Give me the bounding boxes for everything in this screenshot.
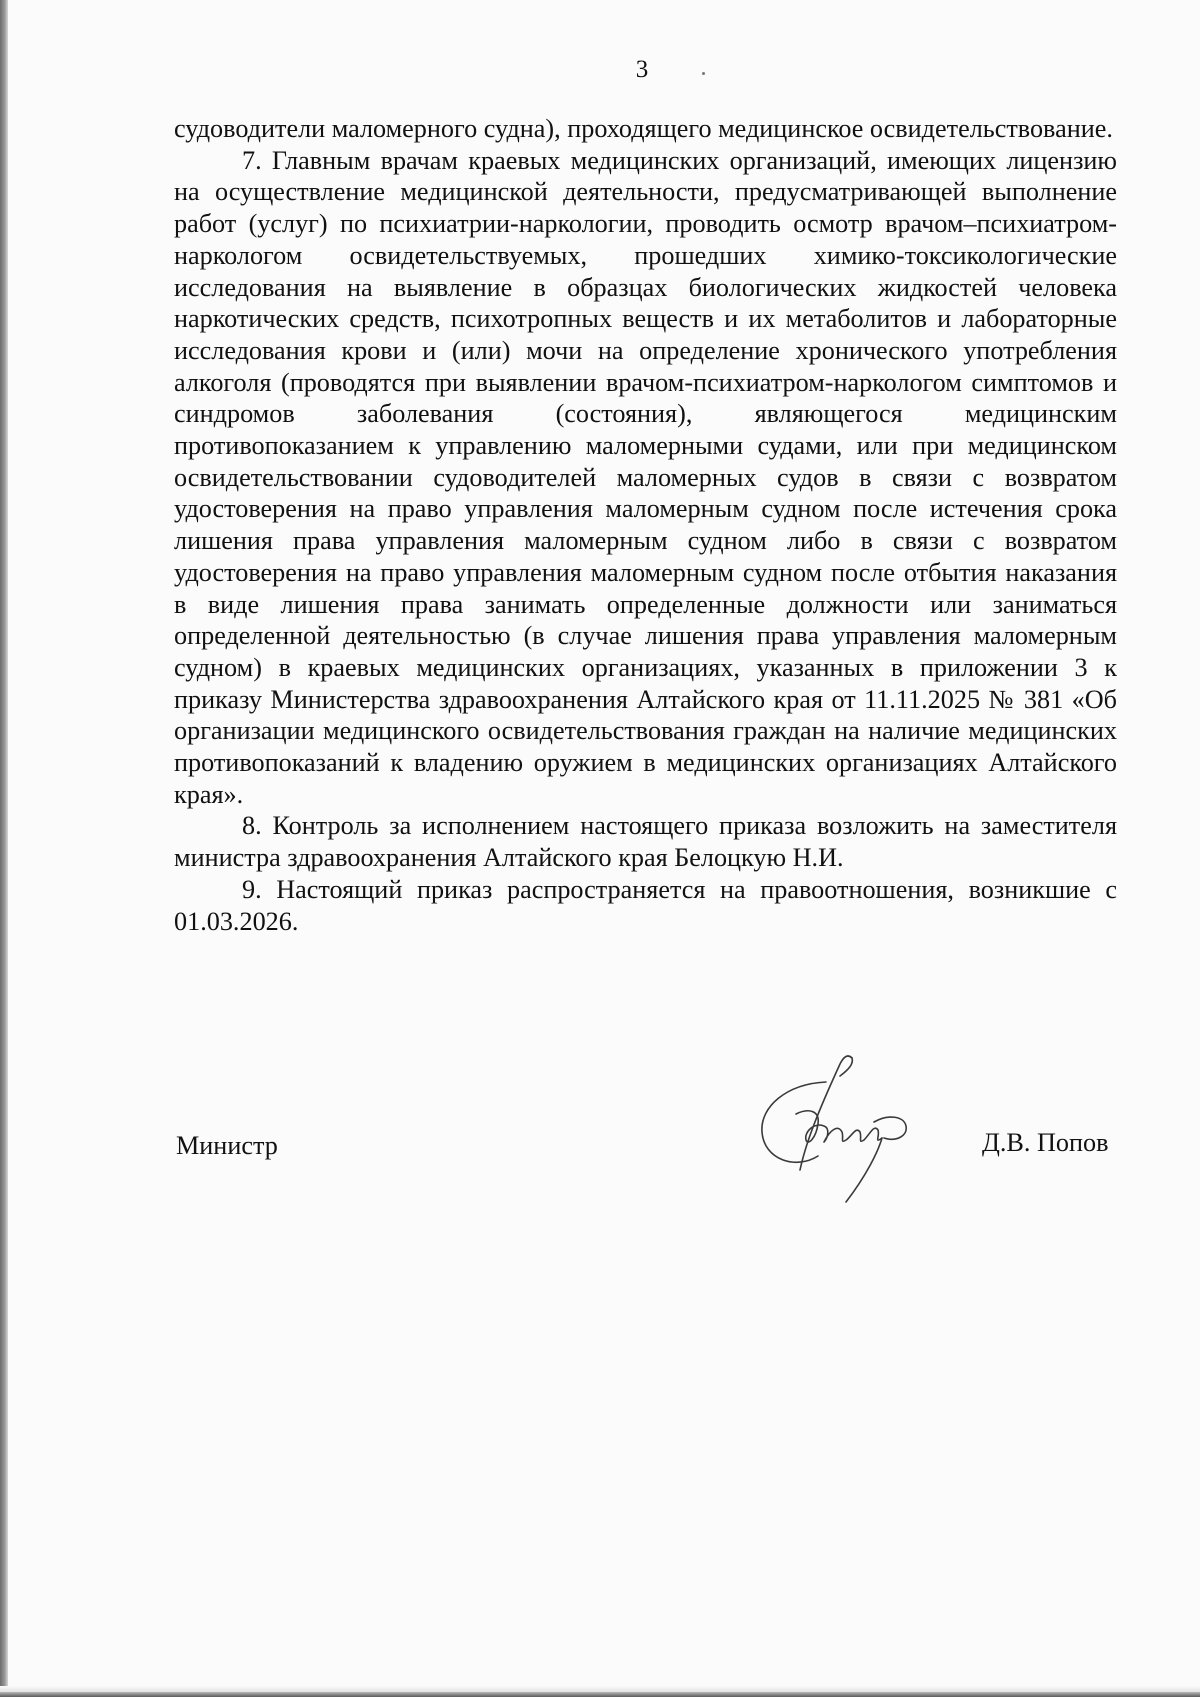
signer-name: Д.В. Попов: [982, 1128, 1109, 1157]
page-number: 3: [635, 56, 649, 83]
scan-bottom-edge: [0, 1692, 1200, 1697]
paragraph-item-8: 8. Контроль за исполнением настоящего приказа возложить на заместителя министра здравоохранения Алтайского края Белоцкую Н.И.: [174, 811, 1117, 873]
document-body: [174, 113, 1117, 937]
signer-position: Министр: [176, 1131, 278, 1160]
paragraph-item-9: 9. Настоящий приказ распространяется на правоотношения, возникшие с 01.03.2026.: [174, 874, 1117, 936]
paragraph-continuation: судоводители маломерного судна), проходящего медицинское освидетельствование.: [174, 114, 1113, 143]
handwritten-signature: [756, 1052, 936, 1212]
scan-left-edge: [0, 0, 8, 1697]
scan-speck: [702, 72, 705, 75]
paragraph-item-7: 7. Главным врачам краевых медицинских организаций, имеющих лицензию на осуществление медицинской деятельности, предусматривающей выполнение работ (услуг) по психиатрии-наркологии, проводить осмотр врачом–психиатром-наркологом освидетельствуемых, прошедших химико-токсикологические исследования на выявление в образцах биологических жидкостей человека наркотических средств, психотропных веществ и их метаболитов и лабораторные исследования крови и (или) мочи на определение хронического употребления алкоголя (проводятся при выявлении врачом-психиатром-наркологом симптомов и синдромов заболевания (состояния), являющегося медицинским противопоказанием к управлению маломерными судами, или при медицинском освидетельствовании судоводителей маломерных судов в связи с возвратом удостоверения на право управления маломерным судном после истечения срока лишения права управления маломерным судном либо в связи с возвратом удостоверения на право управления маломерным судном после отбытия наказания в виде лишения права занимать определенные должности или заниматься определенной деятельностью (в случае лишения права управления маломерным судном) в краевых медицинских организациях, указанных в приложении 3 к приказу Министерства здравоохранения Алтайского края от 11.11.2025 № 381 «Об организации медицинского освидетельствования граждан на наличие медицинских противопоказаний к владению оружием в медицинских организациях Алтайского края».: [174, 145, 1117, 809]
